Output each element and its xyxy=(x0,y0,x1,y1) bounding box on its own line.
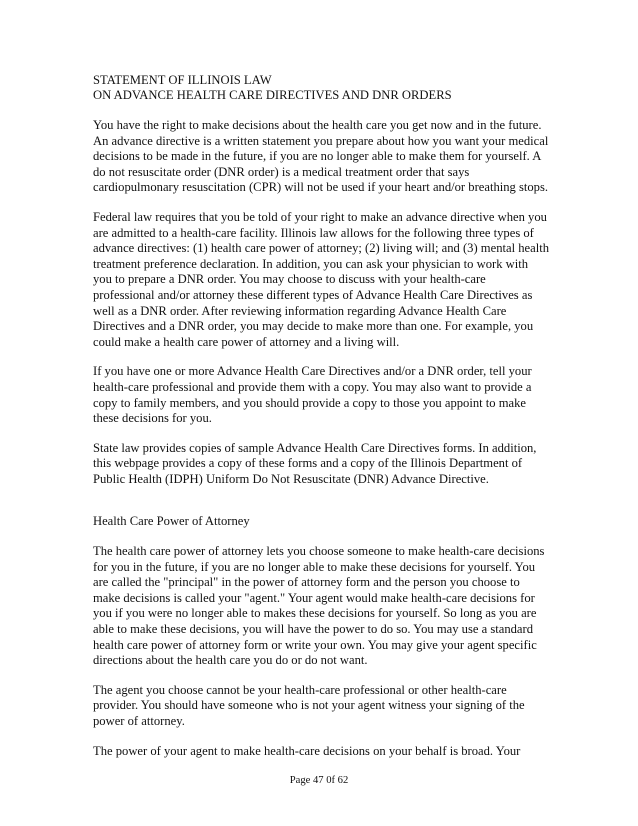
paragraph-agent-power: The power of your agent to make health-care decisions on your behalf is broad. Your xyxy=(93,743,521,758)
document-title-line-2: ON ADVANCE HEALTH CARE DIRECTIVES AND DNR ORDERS xyxy=(93,88,452,102)
page-number: Page 47 0f 62 xyxy=(289,775,349,786)
document-title-line-1: STATEMENT OF ILLINOIS LAW xyxy=(93,73,272,87)
paragraph-agent-choice: The agent you choose cannot be your health-care professional or other health-care provider. You should have someone who is not your agent witness your signing of the power of attorney. xyxy=(93,682,525,728)
section-heading: Health Care Power of Attorney xyxy=(93,514,250,529)
paragraph-federal-law: Federal law requires that you be told of your right to make an advance directive when you are admitted to a health-care facility. Illinois law allows for the following three types of advance directives: (1) health care power of attorney; (2) living will; and (3) mental health treatment preference declaration. In addition, you can ask your physician to work with you to prepare a DNR order. You may choose to discuss with your health-care professional and/or attorney these different types of Advance Health Care Directives as well as a DNR order. After reviewing information regarding Advance Health Care Directives and a DNR order, you may decide to make more than one. For example, you could make a health care power of attorney and a living will. xyxy=(93,209,549,349)
paragraph-copies: If you have one or more Advance Health Care Directives and/or a DNR order, tell your health-care professional and provide them with a copy. You may also want to provide a copy to family members, and you should provide a copy to those you appoint to make these decisions for you. xyxy=(93,364,532,426)
paragraph-state-law: State law provides copies of sample Advance Health Care Directives forms. In addition, this webpage provides a copy of these forms and a copy of the Illinois Department of Public Health (IDPH) Uniform Do Not Resuscitate (DNR) Advance Directive. xyxy=(93,440,537,486)
document-page xyxy=(93,73,549,759)
paragraph-rights: You have the right to make decisions about the health care you get now and in the future. An advance directive is a written statement you prepare about how you want your medical decisions to be made in the future, if you are no longer able to make them for yourself. A do not resuscitate order (DNR order) is a medical treatment order that says cardiopulmonary resuscitation (CPR) will not be used if your heart and/or breathing stops. xyxy=(93,118,549,195)
paragraph-power-of-attorney: The health care power of attorney lets you choose someone to make health-care decisions for you in the future, if you are no longer able to make these decisions for yourself. You are called the "principal" in the power of attorney form and the person you choose to make decisions is called your "agent." Your agent would make health-care decisions for you if you were no longer able to makes these decisions for yourself. So long as you are able to make these decisions, you will have the power to do so. You may use a standard health care power of attorney form or write your own. You may give your agent specific directions about the health care you do or do not want. xyxy=(93,544,545,668)
